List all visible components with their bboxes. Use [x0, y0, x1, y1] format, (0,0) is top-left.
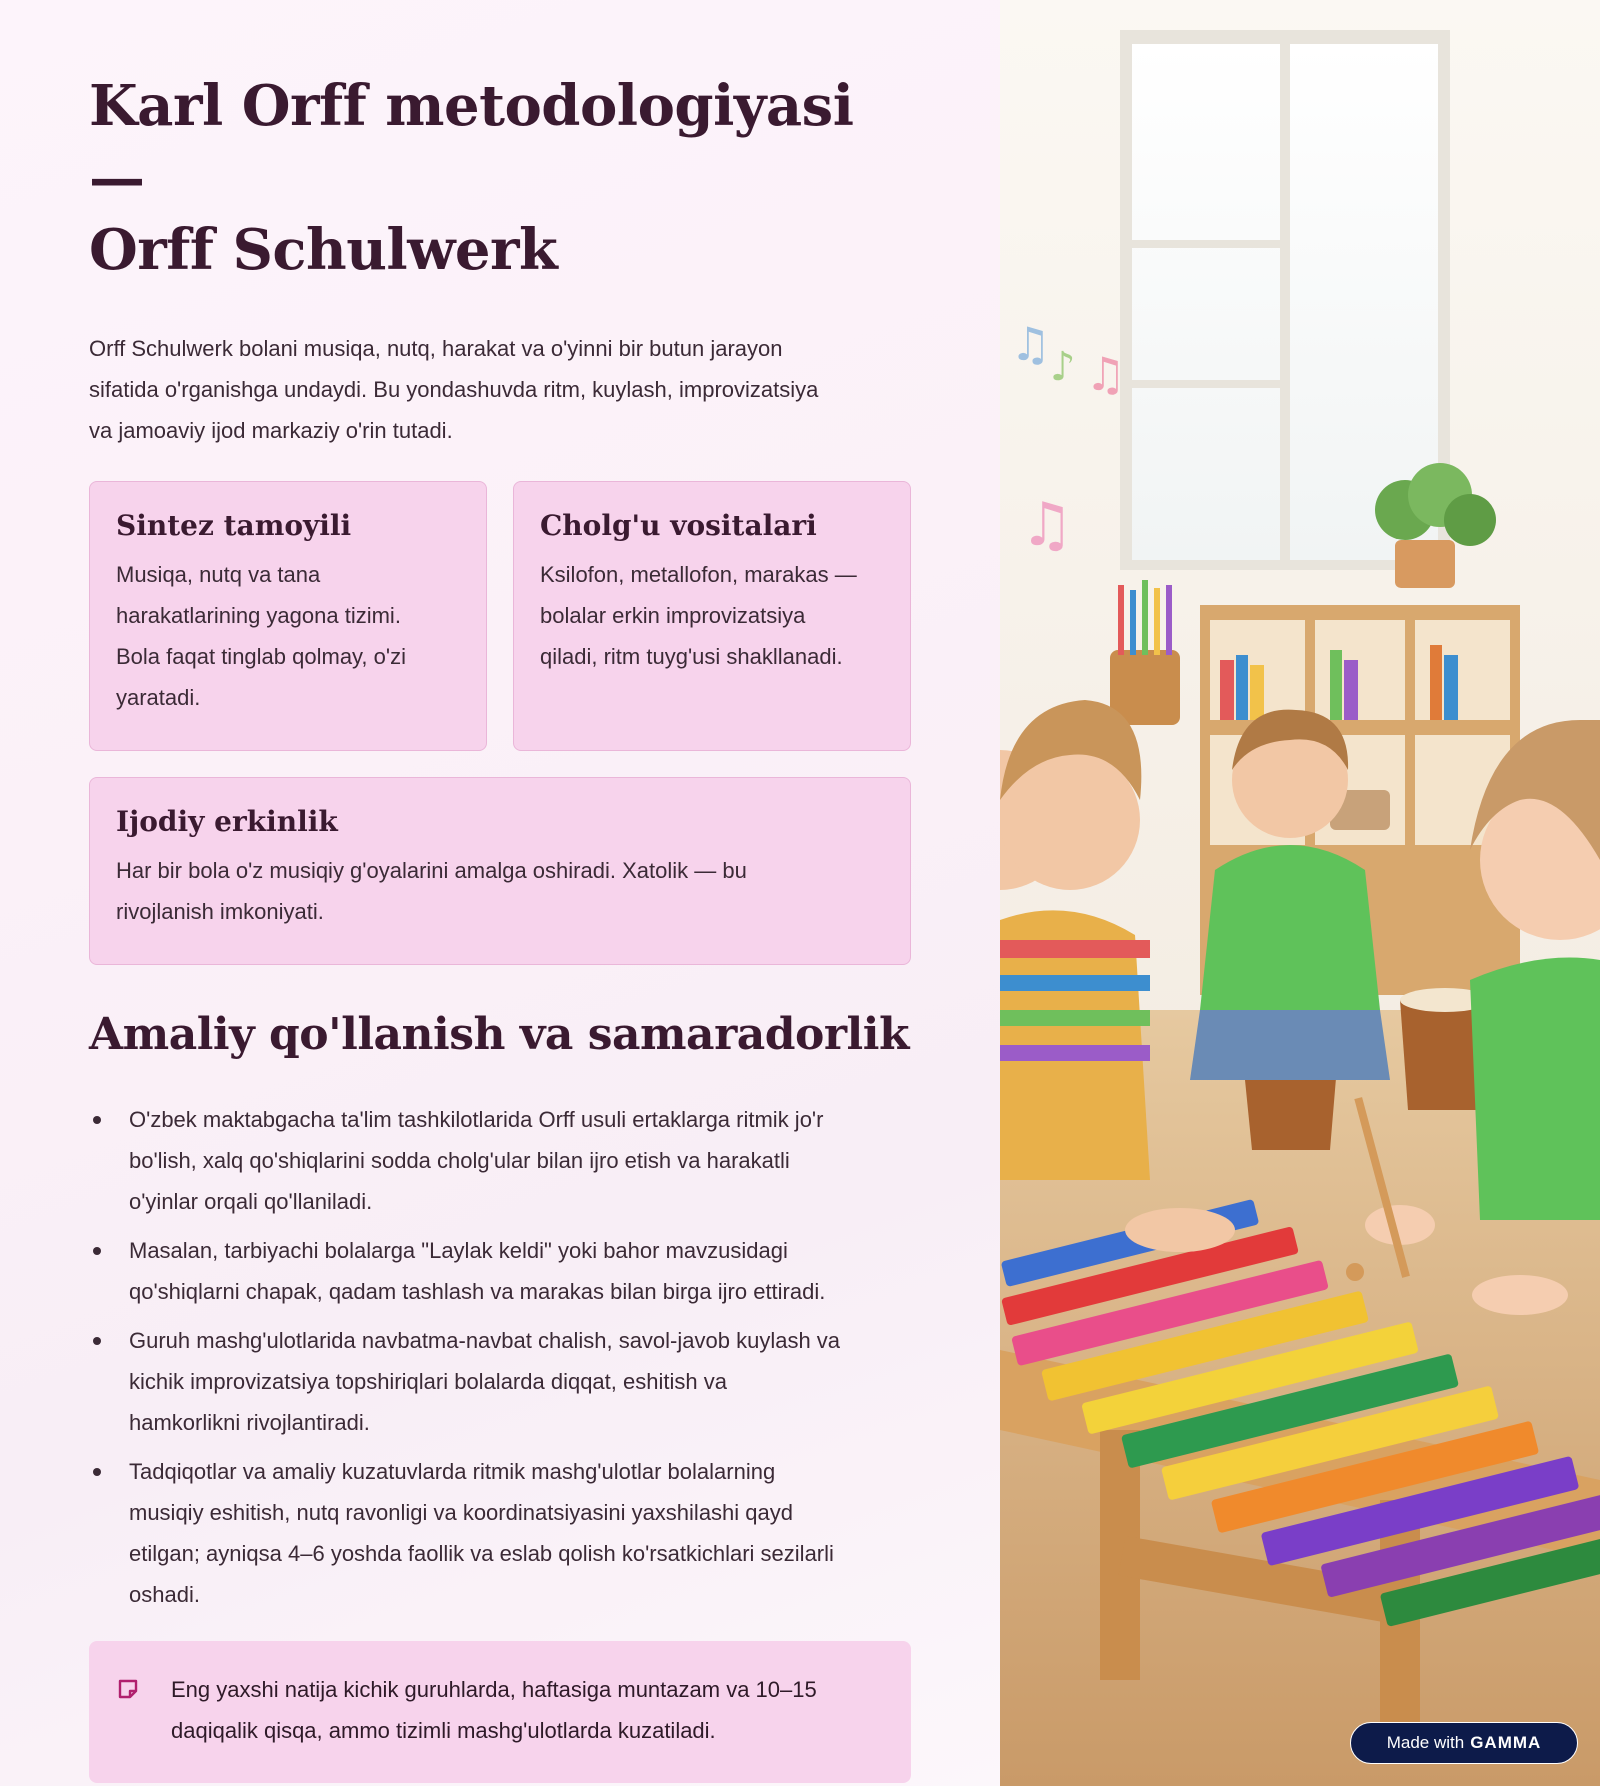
- card-sintez-tamoyili: [89, 481, 487, 751]
- classroom-illustration: [1000, 0, 1600, 1786]
- page-title: [89, 70, 911, 286]
- card-cholgu-vositalari: [513, 481, 911, 751]
- page-title-line-1: Karl Orff metodologiyasi —: [89, 73, 854, 211]
- list-item: [89, 1320, 911, 1443]
- callout-text: [171, 1669, 881, 1751]
- list-item: [89, 1230, 911, 1312]
- bullet-list: [89, 1099, 911, 1615]
- card-ijodiy-erkinlik: [89, 777, 911, 965]
- content-column: [89, 70, 911, 1783]
- section-heading: Amaliy qo'llanish va samaradorlik: [89, 1009, 909, 1060]
- note-icon: [117, 1678, 139, 1700]
- badge-brand: GAMMA: [1470, 1733, 1542, 1752]
- badge-prefix: Made with: [1386, 1733, 1465, 1752]
- card-text-line: Ksilofon, metallofon, marakas —: [540, 562, 857, 587]
- intro-paragraph: [89, 328, 911, 451]
- list-item-line: Masalan, tarbiyachi bolalarga "Laylak keldi" yoki bahor mavzusidagi: [129, 1238, 788, 1263]
- card-title: Cholg'u vositalari: [540, 509, 817, 542]
- card-text-line: yaratadi.: [116, 685, 201, 710]
- card-text-line: harakatlarining yagona tizimi.: [116, 603, 401, 628]
- intro-line: Orff Schulwerk bolani musiqa, nutq, harakat va o'yinni bir butun jarayon: [89, 336, 783, 361]
- list-item-line: Guruh mashg'ulotlarida navbatma-navbat chalish, savol-javob kuylash va: [129, 1328, 841, 1353]
- svg-text:♪: ♪: [1050, 344, 1076, 390]
- card-text-line: rivojlanish imkoniyati.: [116, 899, 324, 924]
- card-text: [116, 850, 884, 932]
- list-item-line: oshadi.: [129, 1582, 200, 1607]
- bullet-dot: [93, 1247, 101, 1255]
- children-playing-xylophone-image: [1000, 0, 1600, 1786]
- list-item: [89, 1451, 911, 1615]
- cards-row: [89, 481, 911, 751]
- svg-text:♫: ♫: [1020, 490, 1074, 560]
- card-text-line: Bola faqat tinglab qolmay, o'zi: [116, 644, 406, 669]
- list-item-line: o'yinlar orqali qo'llaniladi.: [129, 1189, 373, 1214]
- list-item-line: hamkorlikni rivojlantiradi.: [129, 1410, 370, 1435]
- callout-box: [89, 1641, 911, 1783]
- card-text-line: Har bir bola o'z musiqiy g'oyalarini amalga oshiradi. Xatolik — bu: [116, 858, 747, 883]
- card-text: [540, 554, 884, 677]
- card-text-line: Musiqa, nutq va tana: [116, 562, 321, 587]
- card-text-line: qiladi, ritm tuyg'usi shakllanadi.: [540, 644, 843, 669]
- svg-text:♫: ♫: [1010, 317, 1052, 371]
- card-title: Ijodiy erkinlik: [116, 805, 338, 838]
- list-item-line: musiqiy eshitish, nutq ravonligi va koordinatsiyasini yaxshilashi qayd: [129, 1500, 793, 1525]
- bullet-dot: [93, 1337, 101, 1345]
- list-item-line: Tadqiqotlar va amaliy kuzatuvlarda ritmik mashg'ulotlar bolalarning: [129, 1459, 776, 1484]
- list-item-line: O'zbek maktabgacha ta'lim tashkilotlarida Orff usuli ertaklarga ritmik jo'r: [129, 1107, 824, 1132]
- intro-line: va jamoaviy ijod markaziy o'rin tutadi.: [89, 418, 453, 443]
- card-text: [116, 554, 460, 718]
- bullet-dot: [93, 1468, 101, 1476]
- callout-line: daqiqalik qisqa, ammo tizimli mashg'ulotlarda kuzatiladi.: [171, 1718, 716, 1743]
- card-title: Sintez tamoyili: [116, 509, 352, 542]
- list-item: [89, 1099, 911, 1222]
- intro-line: sifatida o'rganishga undaydi. Bu yondashuvda ritm, kuylash, improvizatsiya: [89, 377, 819, 402]
- list-item-line: qo'shiqlarni chapak, qadam tashlash va marakas bilan birga ijro ettiradi.: [129, 1279, 826, 1304]
- svg-text:♫: ♫: [1085, 347, 1127, 401]
- card-text-line: bolalar erkin improvizatsiya: [540, 603, 806, 628]
- made-with-gamma-badge[interactable]: [1350, 1722, 1578, 1764]
- list-item-line: kichik improvizatsiya topshiriqlari bolalarda diqqat, eshitish va: [129, 1369, 727, 1394]
- callout-line: Eng yaxshi natija kichik guruhlarda, haftasiga muntazam va 10–15: [171, 1677, 817, 1702]
- bullet-dot: [93, 1116, 101, 1124]
- list-item-line: etilgan; ayniqsa 4–6 yoshda faollik va eslab qolish ko'rsatkichlari sezilarli: [129, 1541, 834, 1566]
- list-item-line: bo'lish, xalq qo'shiqlarini sodda cholg'ular bilan ijro etish va harakatli: [129, 1148, 790, 1173]
- page-title-line-2: Orff Schulwerk: [89, 217, 558, 283]
